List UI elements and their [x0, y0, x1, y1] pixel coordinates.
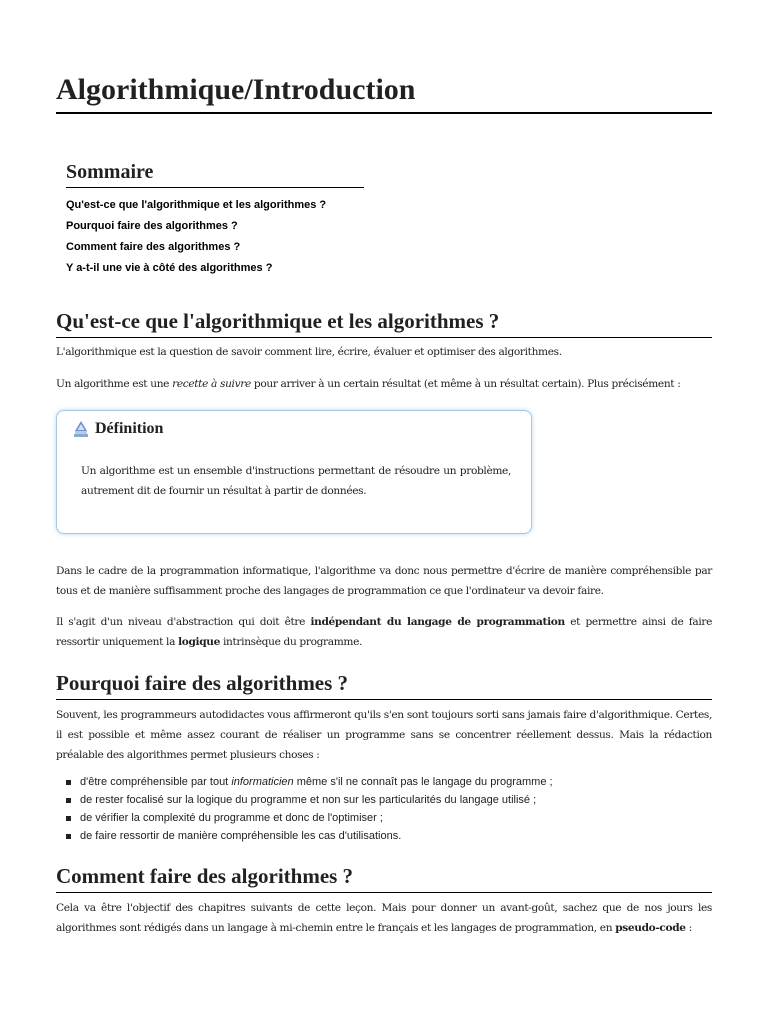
toc-item-why[interactable]: Pourquoi faire des algorithmes ? — [66, 220, 238, 232]
text: et permettre ainsi de faire ressortir uniquement la — [56, 616, 712, 648]
definition-header — [71, 419, 163, 439]
definition-text: Un algorithme est un ensemble d'instructions permettant de résoudre un problème, autrement dit de fournir un résultat à partir de données. — [81, 465, 511, 497]
paragraph — [56, 374, 712, 394]
bold-text: pseudo-code — [615, 922, 686, 934]
definition-box — [56, 410, 532, 534]
text: intrinsèque du programme. — [220, 636, 363, 648]
paragraph: Dans le cadre de la programmation informatique, l'algorithme va donc nous permettre d'écrire de manière compréhensible par tous et de manière suffisamment proche des langages de programmation ce que l'ordinateur va devoir faire. — [56, 565, 712, 597]
text: même s'il ne connaît pas le langage du programme ; — [293, 776, 553, 788]
section-heading-how: Comment faire des algorithmes ? — [56, 863, 712, 893]
toc-title: Sommaire — [66, 160, 364, 188]
text: : — [685, 922, 692, 934]
definition-icon — [71, 419, 91, 439]
list-item: de faire ressortir de manière compréhensible les cas d'utilisations. — [80, 827, 712, 845]
bold-text: logique — [178, 636, 220, 648]
section-heading-why: Pourquoi faire des algorithmes ? — [56, 670, 712, 700]
emphasis: informaticien — [231, 776, 294, 788]
page-title: Algorithmique/Introduction — [56, 72, 712, 114]
toc-item-definition[interactable]: Qu'est-ce que l'algorithmique et les algorithmes ? — [66, 199, 327, 211]
list-item — [80, 773, 712, 791]
bold-text: indépendant du langage de programmation — [310, 616, 565, 628]
paragraph — [56, 898, 712, 938]
bullet-list — [56, 773, 712, 845]
section-heading-definition: Qu'est-ce que l'algorithmique et les algorithmes ? — [56, 308, 712, 338]
text: d'être compréhensible par tout — [80, 776, 232, 788]
toc-item-how[interactable]: Comment faire des algorithmes ? — [66, 241, 241, 253]
paragraph: Souvent, les programmeurs autodidactes vous affirmeront qu'ils s'en sont toujours sorti sans jamais faire d'algorithmique. Certes, il est possible et même assez courant de réaliser un programme sans se concentrer réellement dessus. Mais la rédaction préalable des algorithmes permet plusieurs choses : — [56, 709, 712, 761]
text: Un algorithme est une — [56, 378, 173, 390]
toc-item-life[interactable]: Y a-t-il une vie à côté des algorithmes ? — [66, 262, 273, 274]
text: Cela va être l'objectif des chapitres suivants de cette leçon. Mais pour donner un avant-goût, sachez que de nos jours les algorithmes sont rédigés dans un langage à mi-chemin entre le français et les langages de programmation, en — [56, 902, 712, 934]
table-of-contents — [66, 160, 364, 279]
emphasis: recette à suivre — [172, 378, 251, 390]
definition-title: Définition — [95, 420, 164, 437]
paragraph: L'algorithmique est la question de savoir comment lire, écrire, évaluer et optimiser des algorithmes. — [56, 346, 562, 358]
text: Il s'agit d'un niveau d'abstraction qui doit être — [56, 616, 311, 628]
list-item: de vérifier la complexité du programme et donc de l'optimiser ; — [80, 809, 712, 827]
paragraph — [56, 612, 712, 652]
text: pour arriver à un certain résultat (et même à un résultat certain). Plus précisément : — [250, 378, 681, 390]
list-item: de rester focalisé sur la logique du programme et non sur les particularités du langage utilisé ; — [80, 791, 712, 809]
